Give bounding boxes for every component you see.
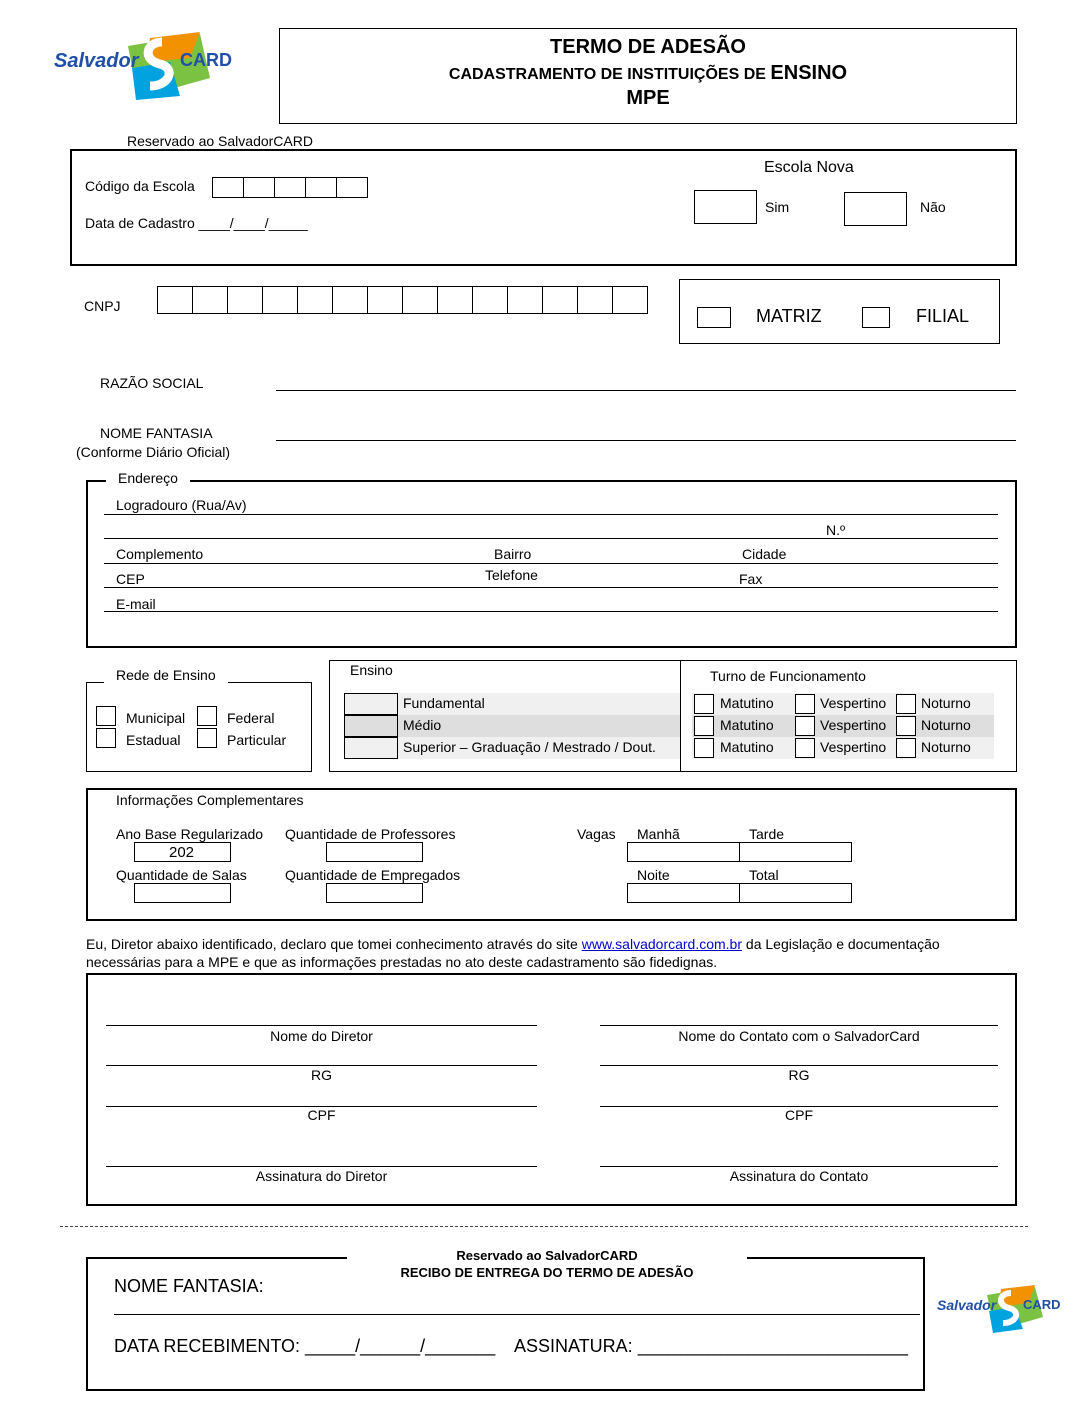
sup-noturno-label: Noturno [921,739,971,755]
info-title: Informações Complementares [116,792,304,808]
particular-label: Particular [227,732,287,748]
fund-matutino-checkbox[interactable] [694,694,714,714]
logo-text-card: CARD [180,50,232,70]
sup-matutino-checkbox[interactable] [694,738,714,758]
ass-contato-label: Assinatura do Contato [729,1168,869,1184]
sup-matutino-label: Matutino [720,739,774,755]
ensino-fundamental-box[interactable] [344,693,398,715]
escola-nova-nao-box[interactable] [844,192,907,226]
ano-base-input[interactable] [134,842,231,862]
federal-label: Federal [227,710,275,726]
ass-diretor-label: Assinatura do Diretor [255,1168,388,1184]
ensino-medio-box[interactable] [344,715,398,737]
cut-line [60,1226,1028,1227]
logo-text-salvador: Salvador [54,50,139,72]
nome-diretor-line[interactable] [106,1025,537,1026]
qtd-professores-input[interactable] [326,842,423,862]
recibo-data-label[interactable]: DATA RECEBIMENTO: _____/______/_______ [114,1336,496,1356]
escola-nova-sim-box[interactable] [694,190,757,224]
email-label: E-mail [116,596,156,612]
particular-checkbox[interactable] [197,728,217,748]
razao-social-label: RAZÃO SOCIAL [100,375,204,391]
recibo-assinatura-label[interactable]: ASSINATURA: ___________________________ [514,1336,908,1356]
vagas-noite-input[interactable] [627,883,740,903]
cep-label: CEP [116,571,145,587]
fund-noturno-checkbox[interactable] [896,694,916,714]
estadual-label: Estadual [126,732,181,748]
medio-vespertino-checkbox[interactable] [795,716,815,736]
telefone-label: Telefone [485,567,538,583]
ano-base-label: Ano Base Regularizado [116,826,264,842]
ano-base-value: 202 [169,844,195,861]
cnpj-label: CNPJ [84,298,121,314]
cpf-diretor-label: CPF [307,1107,336,1123]
razao-social-line[interactable] [276,390,1016,391]
rede-ensino-legend: Rede de Ensino [104,667,228,683]
manha-label: Manhã [637,826,680,842]
medio-noturno-checkbox[interactable] [896,716,916,736]
logradouro-line[interactable] [104,514,998,515]
recibo-title2: RECIBO DE ENTREGA DO TERMO DE ADESÃO [400,1265,694,1280]
ensino-turno-divider [680,660,681,772]
logradouro-label: Logradouro (Rua/Av) [116,497,247,513]
escola-nova-sim-label: Sim [765,199,790,215]
bairro-label: Bairro [494,546,532,562]
vagas-tarde-input[interactable] [739,842,852,862]
ensino-medio-label: Médio [403,717,442,733]
page-subtitle [279,62,1017,85]
tarde-label: Tarde [749,826,785,842]
medio-matutino-checkbox[interactable] [694,716,714,736]
turno-legend: Turno de Funcionamento [710,668,866,684]
codigo-escola-label: Código da Escola [85,178,195,194]
matriz-checkbox[interactable] [697,307,731,328]
escola-nova-label: Escola Nova [764,159,854,176]
codigo-escola-input[interactable] [213,177,368,198]
subtitle-strong: ENSINO [770,62,848,84]
filial-checkbox[interactable] [862,307,890,328]
ensino-fundamental-label: Fundamental [403,695,485,711]
rg-diretor-line[interactable] [106,1065,537,1066]
cpf-contato-label: CPF [785,1107,813,1123]
vagas-total-input[interactable] [739,883,852,903]
cep-line[interactable] [104,587,998,588]
rg-diretor-label: RG [311,1067,332,1083]
fund-matutino-label: Matutino [720,695,774,711]
estadual-checkbox[interactable] [96,728,116,748]
vagas-label: Vagas [577,826,616,842]
qtd-salas-label: Quantidade de Salas [116,867,247,883]
total-label: Total [749,867,779,883]
recibo-nome-fantasia-label: NOME FANTASIA: [114,1276,264,1296]
sup-noturno-checkbox[interactable] [896,738,916,758]
ass-diretor-line[interactable] [106,1166,537,1167]
complemento-label: Complemento [116,546,204,562]
sup-vespertino-label: Vespertino [820,739,887,755]
sup-vespertino-checkbox[interactable] [795,738,815,758]
numero-line[interactable] [104,538,998,539]
escola-nova-nao-label: Não [920,199,946,215]
subtitle-prefix: CADASTRAMENTO DE INSTITUIÇÕES DE [448,66,766,83]
declaracao-part1: Eu, Diretor abaixo identificado, declaro que tomei conhecimento através do site [86,936,578,952]
declaracao-part2: da Legislação e documentação [745,936,940,952]
vagas-manha-input[interactable] [627,842,740,862]
ensino-superior-label: Superior – Graduação / Mestrado / Dout. [403,739,656,755]
fund-vespertino-label: Vespertino [820,695,887,711]
medio-vespertino-label: Vespertino [820,717,887,733]
nome-contato-line[interactable] [600,1025,998,1026]
ensino-legend: Ensino [340,662,403,678]
municipal-label: Municipal [126,710,186,726]
recibo-nome-fantasia-line[interactable] [114,1314,920,1315]
rg-contato-line[interactable] [600,1065,998,1066]
logo-small-text-salvador: Salvador [937,1297,997,1313]
declaracao-line2: necessárias para a MPE e que as informações prestadas no ato deste cadastramento são fidedignas. [86,954,718,970]
fax-label: Fax [739,571,763,587]
cnpj-input[interactable] [158,286,648,314]
data-cadastro-label: Data de Cadastro ____/____/_____ [85,215,308,231]
filial-label: FILIAL [916,306,970,326]
numero-label: N.º [826,522,846,538]
ensino-superior-box[interactable] [344,737,398,759]
cidade-label: Cidade [742,546,787,562]
ass-contato-line[interactable] [600,1166,998,1167]
medio-matutino-label: Matutino [720,717,774,733]
fund-vespertino-checkbox[interactable] [795,694,815,714]
complemento-line[interactable] [104,563,998,564]
endereco-legend: Endereço [106,470,190,486]
municipal-checkbox[interactable] [96,706,116,726]
email-line[interactable] [104,611,998,612]
nome-fantasia-label: NOME FANTASIA [100,425,213,441]
qtd-professores-label: Quantidade de Professores [285,826,456,842]
qtd-empregados-label: Quantidade de Empregados [285,867,461,883]
medio-noturno-label: Noturno [921,717,971,733]
recibo-title1: Reservado ao SalvadorCARD [456,1248,638,1263]
nome-fantasia-line[interactable] [276,440,1016,441]
fund-noturno-label: Noturno [921,695,971,711]
noite-label: Noite [637,867,670,883]
rg-contato-label: RG [788,1067,810,1083]
salvadorcard-link[interactable]: www.salvadorcard.com.br [581,936,743,952]
page-line3: MPE [626,87,670,109]
qtd-salas-input[interactable] [134,883,231,903]
reserved-legend: Reservado ao SalvadorCARD [115,133,325,149]
page-title: TERMO DE ADESÃO [550,36,746,58]
salvadorcard-logo-small [935,1283,1063,1335]
qtd-empregados-input[interactable] [326,883,423,903]
federal-checkbox[interactable] [197,706,217,726]
rede-ensino-box [86,682,312,772]
nome-contato-label: Nome do Contato com o SalvadorCard [678,1028,920,1044]
salvadorcard-logo [50,28,240,104]
nome-fantasia-note: (Conforme Diário Oficial) [76,444,231,460]
declaracao-line1 [86,936,1046,952]
logo-small-text-card: CARD [1023,1297,1061,1312]
matriz-label: MATRIZ [756,306,822,326]
nome-diretor-label: Nome do Diretor [270,1028,373,1044]
